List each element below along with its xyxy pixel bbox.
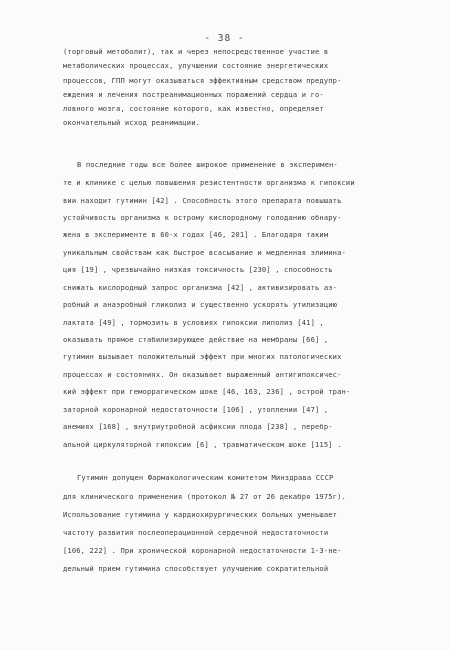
text-line: ция [19] , чрезвычайно низкая токсичность [230] , способность xyxy=(63,265,333,274)
text-line: для клинического применения (протокол № 27 от 26 декабря 1975г). xyxy=(63,492,346,501)
text-line: заторной коронарной недостаточности [106] , утоплении [47] , xyxy=(63,405,329,414)
text-line: лактата [49] , тормозить в условиях гипоксии липолиз [41] , xyxy=(63,318,324,327)
text-line: метаболических процессах, улучшении состояние энергетических xyxy=(63,61,329,70)
text-line: робный и анаэробный гликолиз и существенно ускорять утилизацию xyxy=(63,300,338,309)
text-line: дельный прием гутимина способствует улучшению сократительной xyxy=(63,564,329,573)
text-line: снижать кислородный запрос организма [42] , активизировать аэ- xyxy=(63,283,338,292)
text-line: ловного мозга, состояние которого, как известно, определяет xyxy=(63,104,324,113)
page-number: - 38 - xyxy=(204,33,245,44)
text-line: (торговый метоболит), так и через непосредственное участие в xyxy=(63,47,329,56)
text-line: еждения и лечения постреанимационных поражений сердца и го- xyxy=(63,90,324,99)
text-line: устойчивость организма к острому кислородному голоданию обнару- xyxy=(63,213,342,222)
text-line: жена в эксперименте в 60-х годах [46, 201] . Благодаря таким xyxy=(63,230,329,239)
text-line: те и клинике с целью повышения резистентности организма к гипоксии xyxy=(63,178,355,187)
text-line: альной циркуляторной гипоксии [6] , травматическом шоке [115] . xyxy=(63,440,342,449)
text-line: процессов, ГПП могут оказываться эффективным средством предупр- xyxy=(63,76,342,85)
text-line: гутимин вызывает положительный эффект при многих патологических xyxy=(63,352,342,361)
text-line: уникальным свойствам как быстрое всасывание и медленная элимина- xyxy=(63,248,346,257)
text-line: Использование гутимина у кардиохирургических больных уменьшает xyxy=(63,510,338,519)
text-line: [106, 222] . При хронической коронарной недостаточности 1-3-не- xyxy=(63,546,342,555)
text-line: анемиях [168] , внутриутробной асфиксии плода [238] , перебр- xyxy=(63,422,333,431)
text-line: Гутимин допущен Фармакологическим комитетом Минздрава СССР xyxy=(77,473,334,482)
text-line: вии находит гутимин [42] . Способность этого препарата повышать xyxy=(63,196,342,205)
text-line: частоту развития послеоперационной сердечной недостаточности xyxy=(63,528,329,537)
text-line: окончательный исход реанимации. xyxy=(63,118,201,127)
text-line: В последние годы все более широкое применение в эксперимен- xyxy=(77,160,338,169)
text-line: процессах и состояниях. Он оказывает выраженный антигипоксичес- xyxy=(63,370,342,379)
text-line: кий эффект при геморрагическом шоке [46, 163, 236] , острой тран- xyxy=(63,387,351,396)
text-line: оказывать прямое стабилизирующее действие на мембраны [66] , xyxy=(63,335,329,344)
